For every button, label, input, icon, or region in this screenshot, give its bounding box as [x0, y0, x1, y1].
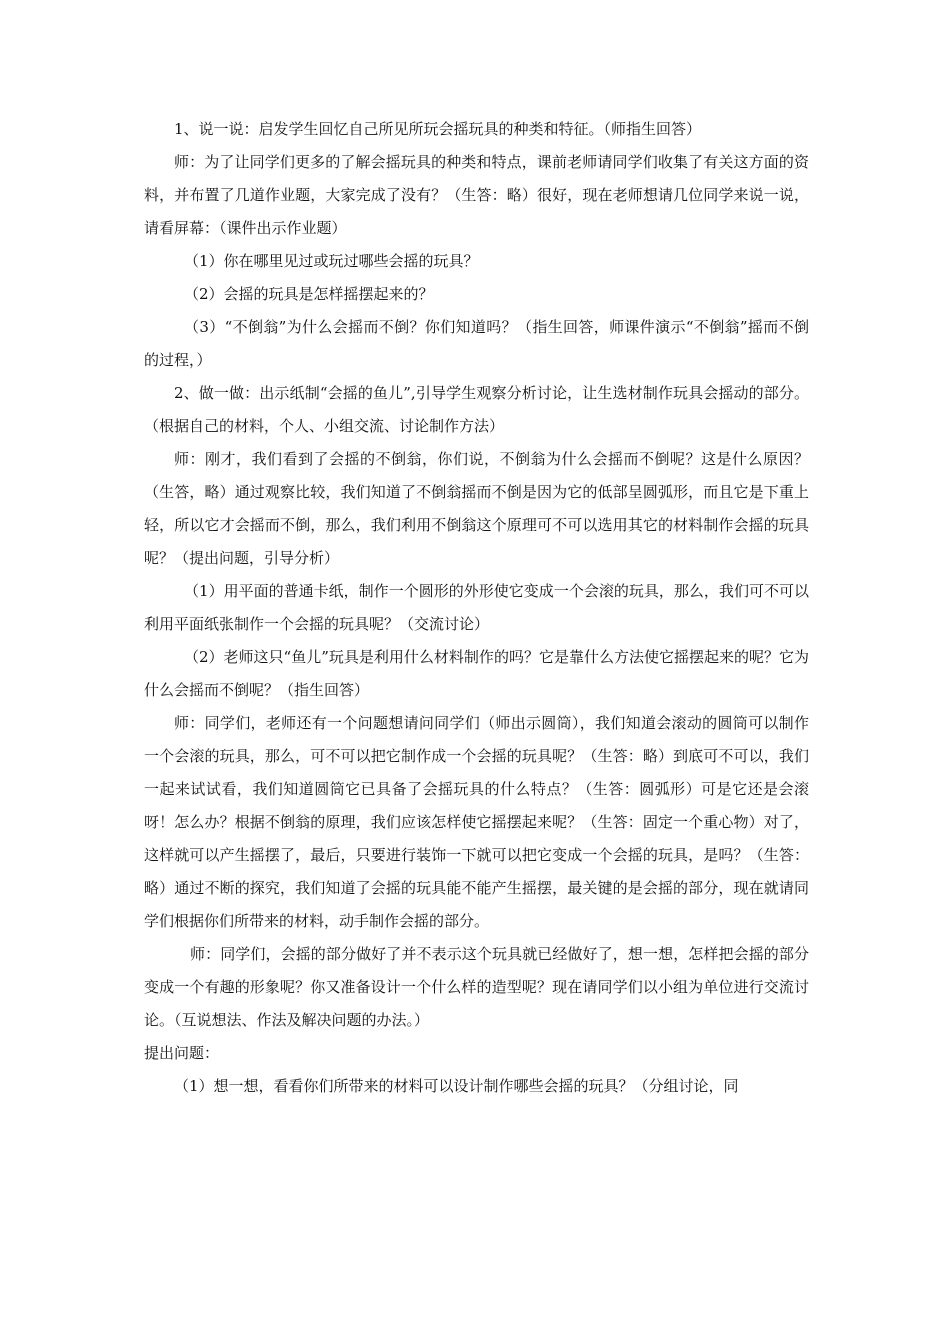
paragraph-say-it: 1、说一说：启发学生回忆自己所见所玩会摇玩具的种类和特征。（师指生回答）	[174, 120, 702, 138]
paragraph-think-it: （1）想一想，看看你们所带来的材料可以设计制作哪些会摇的玩具？（分组讨论，同	[174, 1077, 739, 1095]
paragraph-question-1: （1）你在哪里见过或玩过哪些会摇的玩具？	[184, 252, 479, 270]
paragraph-teacher-cylinder: 师：同学们，老师还有一个问题想请问同学们（师出示圆筒），我们知道会滚动的圆筒可以制作一个会滚的玩具，那么，可不可以把它制作成一个会摇的玩具呢？（生答：略）到底可不可以，我们一起来试试看，我们知道圆筒它已具备了会摇玩具的什么特点？（生答：圆弧形）可是它还是会滚呀！怎么办？根据不倒翁的原理，我们应该怎样使它摇摆起来呢？（生答：固定一个重心物）对了，这样就可以产生摇摆了，最后，只要进行装饰一下就可以把它变成一个会摇的玩具，是吗？（生答：略）通过不断的探究，我们知道了会摇的玩具能不能产生摇摆，最关键的是会摇的部分，现在就请同学们根据你们所带来的材料，动手制作会摇的部分。	[144, 714, 809, 930]
paragraph-fish-toy: （2）老师这只“鱼儿”玩具是利用什么材料制作的吗？它是靠什么方法使它摇摆起来的呢？它为什么会摇而不倒呢？（指生回答）	[144, 648, 809, 699]
paragraph-teacher-intro: 师：为了让同学们更多的了解会摇玩具的种类和特点，课前老师请同学们收集了有关这方面的资料，并布置了几道作业题，大家完成了没有？（生答：略）很好，现在老师想请几位同学来说一说，请看屏幕：（课件出示作业题）	[144, 153, 809, 237]
paragraph-question-2: （2）会摇的玩具是怎样摇摆起来的？	[184, 285, 434, 303]
paragraph-question-3: （3）“不倒翁”为什么会摇而不倒？你们知道吗？（指生回答，师课件演示“不倒翁”摇而不倒的过程，）	[144, 318, 809, 369]
paragraph-teacher-design: 师：同学们，会摇的部分做好了并不表示这个玩具就已经做好了，想一想，怎样把会摇的部分变成一个有趣的形象呢？你又准备设计一个什么样的造型呢？现在请同学们以小组为单位进行交流讨论。（互说想法、作法及解决问题的办法。）	[144, 945, 809, 1029]
document-body	[144, 113, 809, 1103]
paragraph-raise-question: 提出问题：	[144, 1044, 220, 1062]
paragraph-teacher-tumbler: 师：刚才，我们看到了会摇的不倒翁，你们说，不倒翁为什么会摇而不倒呢？这是什么原因？（生答，略）通过观察比较，我们知道了不倒翁摇而不倒是因为它的低部呈圆弧形，而且它是下重上轻，所以它才会摇而不倒，那么，我们利用不倒翁这个原理可不可以选用其它的材料制作会摇的玩具呢？（提出问题，引导分析）	[144, 450, 809, 567]
paragraph-do-it: 2、做一做：出示纸制“会摇的鱼儿”,引导学生观察分析讨论，让生选材制作玩具会摇动的部分。（根据自己的材料，个人、小组交流、讨论制作方法）	[144, 384, 809, 435]
paragraph-card-paper: （1）用平面的普通卡纸，制作一个圆形的外形使它变成一个会滚的玩具，那么，我们可不可以利用平面纸张制作一个会摇的玩具呢？（交流讨论）	[144, 582, 809, 633]
